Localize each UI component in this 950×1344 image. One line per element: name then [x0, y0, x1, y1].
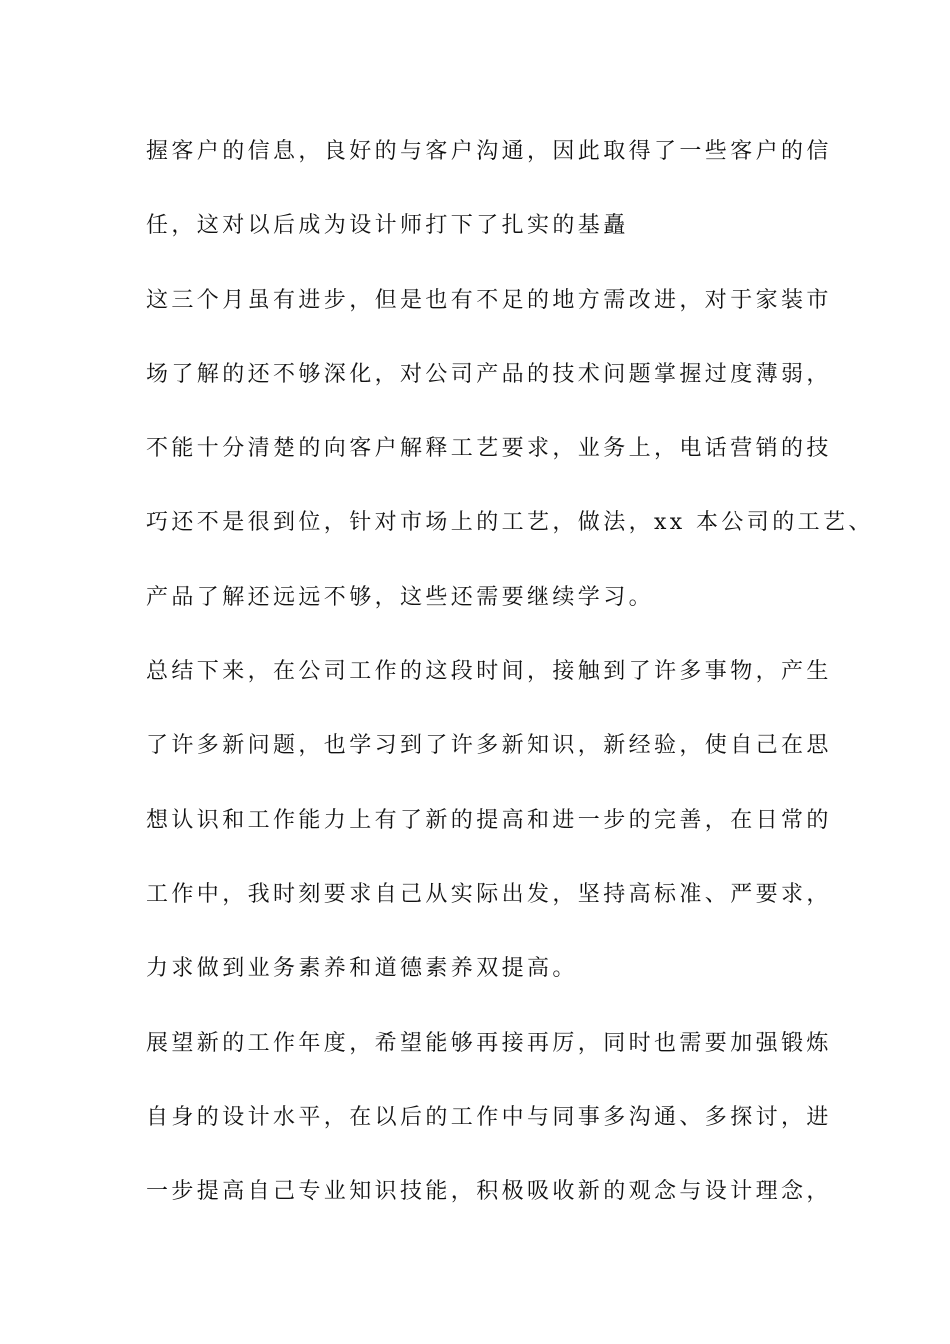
- text-line-8: 总结下来，在公司工作的这段时间，接触到了许多事物，产生: [146, 659, 832, 685]
- text-line-6: 巧还不是很到位，针对市场上的工艺，做法，xx 本公司的工艺、: [146, 510, 874, 536]
- text-line-11: 工作中，我时刻要求自己从实际出发，坚持高标准、严要求，: [146, 881, 832, 907]
- text-line-7: 产品了解还远远不够，这些还需要继续学习。: [146, 584, 655, 610]
- text-line-13: 展望新的工作年度，希望能够再接再厉，同时也需要加强锻炼: [146, 1030, 832, 1056]
- text-line-5: 不能十分清楚的向客户解释工艺要求，业务上，电话营销的技: [146, 436, 832, 462]
- text-line-3: 这三个月虽有进步，但是也有不足的地方需改进，对于家装市: [146, 287, 832, 313]
- text-line-2: 任，这对以后成为设计师打下了扎实的基矗: [146, 213, 629, 239]
- text-line-1: 握客户的信息，良好的与客户沟通，因此取得了一些客户的信: [146, 139, 832, 164]
- text-line-10: 想认识和工作能力上有了新的提高和进一步的完善，在日常的: [146, 807, 832, 833]
- text-line-12: 力求做到业务素养和道德素养双提高。: [146, 956, 578, 982]
- body-text: [146, 128, 874, 1242]
- text-line-15: 一步提高自己专业知识技能，积极吸收新的观念与设计理念，: [146, 1179, 832, 1205]
- text-line-9: 了许多新问题，也学习到了许多新知识，新经验，使自己在思: [146, 733, 832, 759]
- text-line-4: 场了解的还不够深化，对公司产品的技术问题掌握过度薄弱，: [146, 361, 832, 387]
- text-line-14: 自身的设计水平，在以后的工作中与同事多沟通、多探讨，进: [146, 1104, 832, 1130]
